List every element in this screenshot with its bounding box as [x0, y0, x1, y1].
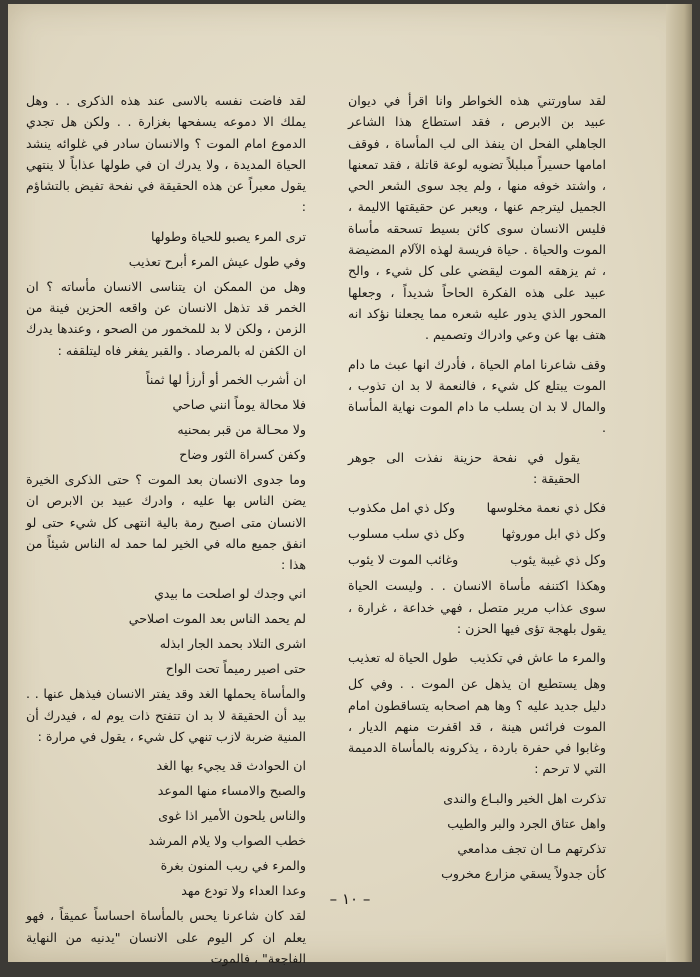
paragraph: لقد كان شاعرنا يحس بالمأساة احساساً عميقاً ، فهو يعلم ان كر اليوم على الانسان "يدنيه من النهاية الفاجعة" ، فالموت: [26, 908, 306, 966]
paragraph: وهكذا اكتنفه مأساة الانسان . . وليست الحياة سوى عذاب مرير متصل ، فهي خداعة ، غرارة ، يقول بلهجة تؤى فيها الحزن :: [348, 578, 606, 636]
verse-line: والناس يلحون الأمير اذا غوى: [158, 808, 306, 824]
paragraph: لقد ساورتني هذه الخواطر وانا اقرأ في ديوان عبيد بن الابرص ، فقد استطاع هذا الشاعر الجاهلي الفحل ان ينفذ الى لب المأساة ، فوقف امامها حسيراً مبلبلاً تضويه لوعة قاتلة ، فقد تمعنها ، واشتد خوفه منها ، ولم يجد سوى الشعر الحي الجميل ليترجم عنها ، ويعبر عن حقيقتها الاليمة ، فليس الانسان سوى كائن بسيط تسحقه مأساة الموت والحياة . حياة فريسة لهذه الآلام المضيضة ، ثم يزهقه الموت ليقضي على كل شيء ، والح عبيد على هذه الفكرة الحاحاً شديداً ، وجعلها المحور الذي يدور عليه شعره مما يجعلنا نؤكد انه هتف بها عن وعي وادراك وتصميم .: [348, 93, 606, 343]
right-column: [348, 90, 606, 888]
page-number: – ١٠ –: [329, 890, 371, 908]
verse-line: فكل ذي نعمة مخلوسها وكل ذي امل مكذوب: [348, 500, 606, 516]
verse-line: ان الحوادث قد يجيء بها الغد: [156, 758, 306, 774]
verse-line: تذكرت اهل الخير والبـاع والندى: [443, 790, 606, 806]
verse-line: تذكرتهم مـا ان تجف مدامعي: [457, 840, 606, 856]
verse-line: اشرى التلاد بحمد الجار ابذله: [159, 636, 306, 652]
verse-line: واهل عتاق الجرد والبر والطيب: [447, 815, 606, 831]
verse-line: فلا محالة يوماً انني صاحي: [172, 396, 306, 412]
verse-line: ولا محـالة من قبر بمحنيه: [177, 421, 306, 437]
verse-line: والصبح والامساء منها الموعد: [157, 783, 306, 799]
paragraph: وهل يستطيع ان يذهل عن الموت . . وفي كل دليل جديد عليه ؟ وها هم اصحابه يتساقطون امام الموت فرائس هينة ، قد اقفرت منهم الديار ، وغابوا في حفرة باردة ، يذكرونه بالمأساة الدميمة التي لا ترحم :: [348, 676, 606, 777]
verse-line: ترى المرء يصبو للحياة وطولها: [150, 228, 306, 244]
verse-line: وفي طول عيش المرء أبرح تعذيب: [128, 253, 306, 269]
verse-line: ان أشرب الخمر أو أرزأ لها ثمناً: [146, 371, 306, 387]
verse-line: خطب الصواب ولا يلام المرشد: [148, 833, 306, 849]
verse-line: حتى اصير رميماً تحت الواح: [165, 661, 306, 677]
paragraph: وهل من الممكن ان يتناسى الانسان مأساته ؟ ان الخمر قد تذهل الانسان عن واقعه الحزين فينة من الزمن ، ولكن لا بد للمخمور من الصحو ، وعندها يدرك ان الكفن له بالمرصاد . والقبر يفغر فاه ليتلقفه :: [26, 278, 306, 358]
left-column: [26, 90, 306, 977]
page-edge: [666, 4, 692, 962]
paragraph: لقد فاضت نفسه بالاسى عند هذه الذكرى . . وهل يملك الا دموعه يسفحها بغزارة . . ولكن هل تجدي الدموع امام الموت ؟ والانسان سادر في غلوائه ينشد الحياة المديدة ، ولا يدرك ان في طولها عذاباً لا ينتهي يقول معبراً عن هذه الحقيقة في نفحة تفيض بالتشاؤم :: [26, 93, 306, 215]
verse-line: والمرء ما عاش في تكذيب طول الحياة له تعذيب: [348, 650, 606, 666]
book-page: [8, 4, 692, 966]
paragraph: يقول في نفحة حزينة نفذت الى جوهر الحقيقة :: [348, 449, 580, 487]
verse-line: والمرء في ريب المنون بغرة: [160, 858, 306, 874]
verse-line: وكل ذي ابل موروثها وكل ذي سلب مسلوب: [348, 526, 606, 542]
verse-line: لم يحمد الناس بعد الموت اصلاحي: [128, 611, 306, 627]
verse-line: اني وجدك لو اصلحت ما بيدي: [154, 586, 306, 602]
paragraph: وقف شاعرنا امام الحياة ، فأدرك انها عبث ما دام الموت يبتلع كل شيء ، فالنعمة لا بد ان تذوب ، والمال لا بد ان يسلب ما دام الموت نهاية المأساة .: [348, 356, 606, 436]
paragraph: وما جدوى الانسان بعد الموت ؟ حتى الذكرى الخيرة يضن الناس بها عليه ، وادرك عبيد بن الابرص ان الانسان متى اصبح رمة بالية انتهى كل شيء حتى لو انفق جميع ماله في الخير لما حمد له الناس شيئاً من هذا :: [26, 471, 306, 573]
verse-line: كأن جدولاً يسقي مزارع مخروب: [441, 865, 606, 881]
verse-line: وكفن كسراة الثور وضاح: [179, 446, 306, 462]
paragraph: والمأساة يحملها الغد وقد يفتر الانسان فيذهل عنها . . بيد أن الحقيقة لا بد ان تتفتح ذات يوم له ، فيدرك أن المنية ضربة لازب تنهي كل شيء ، يقول في مرارة :: [26, 686, 306, 745]
verse-line: وكل ذي غيبة يئوب وغائب الموت لا يئوب: [348, 552, 606, 568]
verse-line: وعدا العداء ولا تودع مهد: [181, 883, 306, 899]
